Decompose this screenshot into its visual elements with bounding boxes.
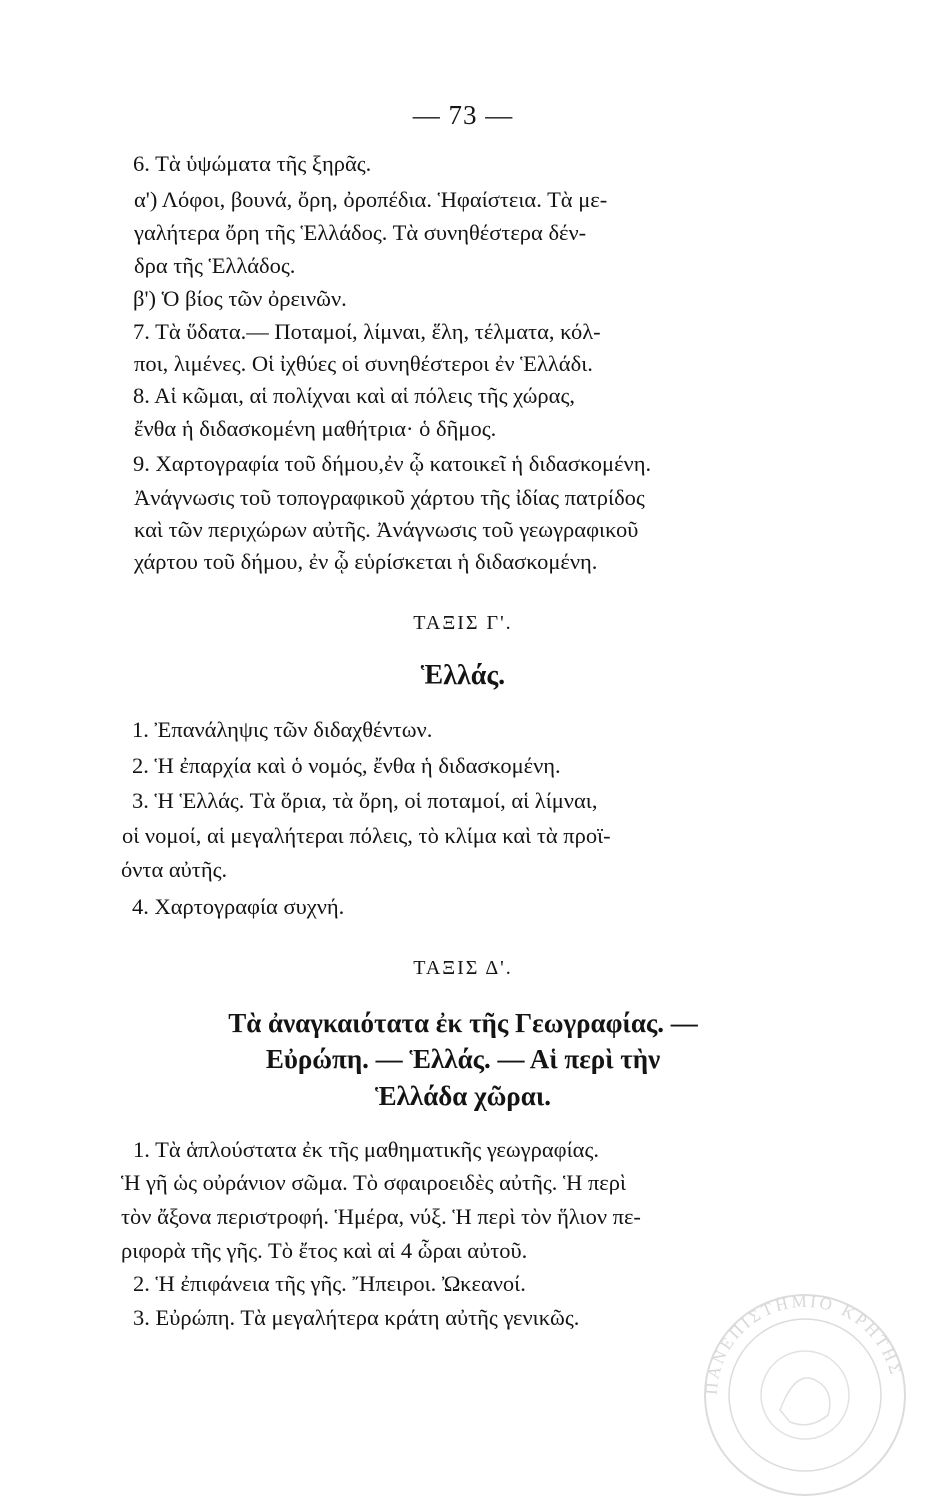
text-line: α') Λόφοι, βουνά, ὄρη, ὀροπέδια. Ἡφαίστεια. Τὰ με- xyxy=(134,187,608,212)
text-line: δρα τῆς Ἑλλάδος. xyxy=(134,253,296,278)
text-line: 3. Ἡ Ἑλλάς. Τὰ ὅρια, τὰ ὄρη, οἱ ποταμοί, αἱ λίμναι, xyxy=(132,788,598,813)
svg-text:ΠΑΝΕΠΙΣΤΗΜΙΟ ΚΡΗΤΗΣ xyxy=(702,1292,906,1396)
page-number: — 73 — xyxy=(412,100,514,130)
text-line: 7. Τὰ ὕδατα.— Ποταμοί, λίμναι, ἕλη, τέλματα, κόλ- xyxy=(133,319,601,344)
text-line: γαλήτερα ὄρη τῆς Ἑλλάδος. Τὰ συνηθέστερα δέν- xyxy=(134,220,587,245)
text-line: Ἡ γῆ ὡς οὐράνιον σῶμα. Τὸ σφαιροειδὲς αὐτῆς. Ἡ περὶ xyxy=(121,1170,627,1195)
university-seal-stamp xyxy=(700,1290,910,1500)
text-line: 6. Τὰ ὑψώματα τῆς ξηρᾶς. xyxy=(133,151,372,176)
section-title: ΤΑΞΙΣ Δ'. xyxy=(413,957,513,979)
text-line: τὸν ἄξονα περιστροφή. Ἡμέρα, νύξ. Ἡ περὶ τὸν ἥλιον πε- xyxy=(121,1204,641,1229)
text-line: 9. Χαρτογραφία τοῦ δήμου,ἐν ᾧ κατοικεῖ ἡ διδασκομένη. xyxy=(133,451,652,476)
text-line: χάρτου τοῦ δήμου, ἐν ᾧ εὑρίσκεται ἡ διδασκομένη. xyxy=(134,549,598,574)
section-heading-line: Ἑλλάδα χῶραι. xyxy=(375,1081,551,1111)
text-line: ἔνθα ἡ διδασκομένη μαθήτρια· ὁ δῆμος. xyxy=(134,416,497,441)
section-heading-line: Εὐρώπη. — Ἑλλάς. — Αἱ περὶ τὴν xyxy=(265,1044,661,1074)
text-line: ριφορὰ τῆς γῆς. Τὸ ἔτος καὶ αἱ 4 ὧραι αὐτοῦ. xyxy=(121,1238,528,1263)
text-line: όντα αὐτῆς. xyxy=(121,857,228,882)
text-line: καὶ τῶν περιχώρων αὐτῆς. Ἀνάγνωσις τοῦ γεωγραφικοῦ xyxy=(134,517,639,542)
text-line: 2. Ἡ ἐπιφάνεια τῆς γῆς. Ἤπειροι. Ὠκεανοί. xyxy=(133,1271,526,1296)
text-line: 3. Εὐρώπη. Τὰ μεγαλήτερα κράτη αὐτῆς γενικῶς. xyxy=(133,1305,580,1330)
text-line: οἱ νομοί, αἱ μεγαλήτεραι πόλεις, τὸ κλίμα καὶ τὰ προϊ- xyxy=(122,823,611,848)
text-line: 8. Αἱ κῶμαι, αἱ πολίχναι καὶ αἱ πόλεις τῆς χώρας, xyxy=(133,383,575,408)
text-line: 1. Ἐπανάληψις τῶν διδαχθέντων. xyxy=(132,717,433,742)
section-title: ΤΑΞΙΣ Γ'. xyxy=(413,612,513,634)
text-line: Ἀνάγνωσις τοῦ τοπογραφικοῦ χάρτου τῆς ἰδίας πατρίδος xyxy=(134,485,645,510)
section-heading-line: Τὰ ἀναγκαιότατα ἐκ τῆς Γεωγραφίας. — xyxy=(228,1008,698,1038)
text-line: ποι, λιμένες. Οἱ ἰχθύες οἱ συνηθέστεροι ἐν Ἑλλάδι. xyxy=(134,351,593,376)
text-line: 1. Τὰ ἁπλούστατα ἐκ τῆς μαθηματικῆς γεωγραφίας. xyxy=(133,1137,599,1162)
text-line: 4. Χαρτογραφία συχνή. xyxy=(132,894,345,919)
text-line: 2. Ἡ ἐπαρχία καὶ ὁ νομός, ἔνθα ἡ διδασκομένη. xyxy=(132,753,561,778)
text-line: β') Ὁ βίος τῶν ὀρεινῶν. xyxy=(133,286,347,311)
seal-text: ΠΑΝΕΠΙΣΤΗΜΙΟ ΚΡΗΤΗΣ xyxy=(701,1291,907,1396)
section-subtitle: Ἑλλάς. xyxy=(420,660,506,691)
